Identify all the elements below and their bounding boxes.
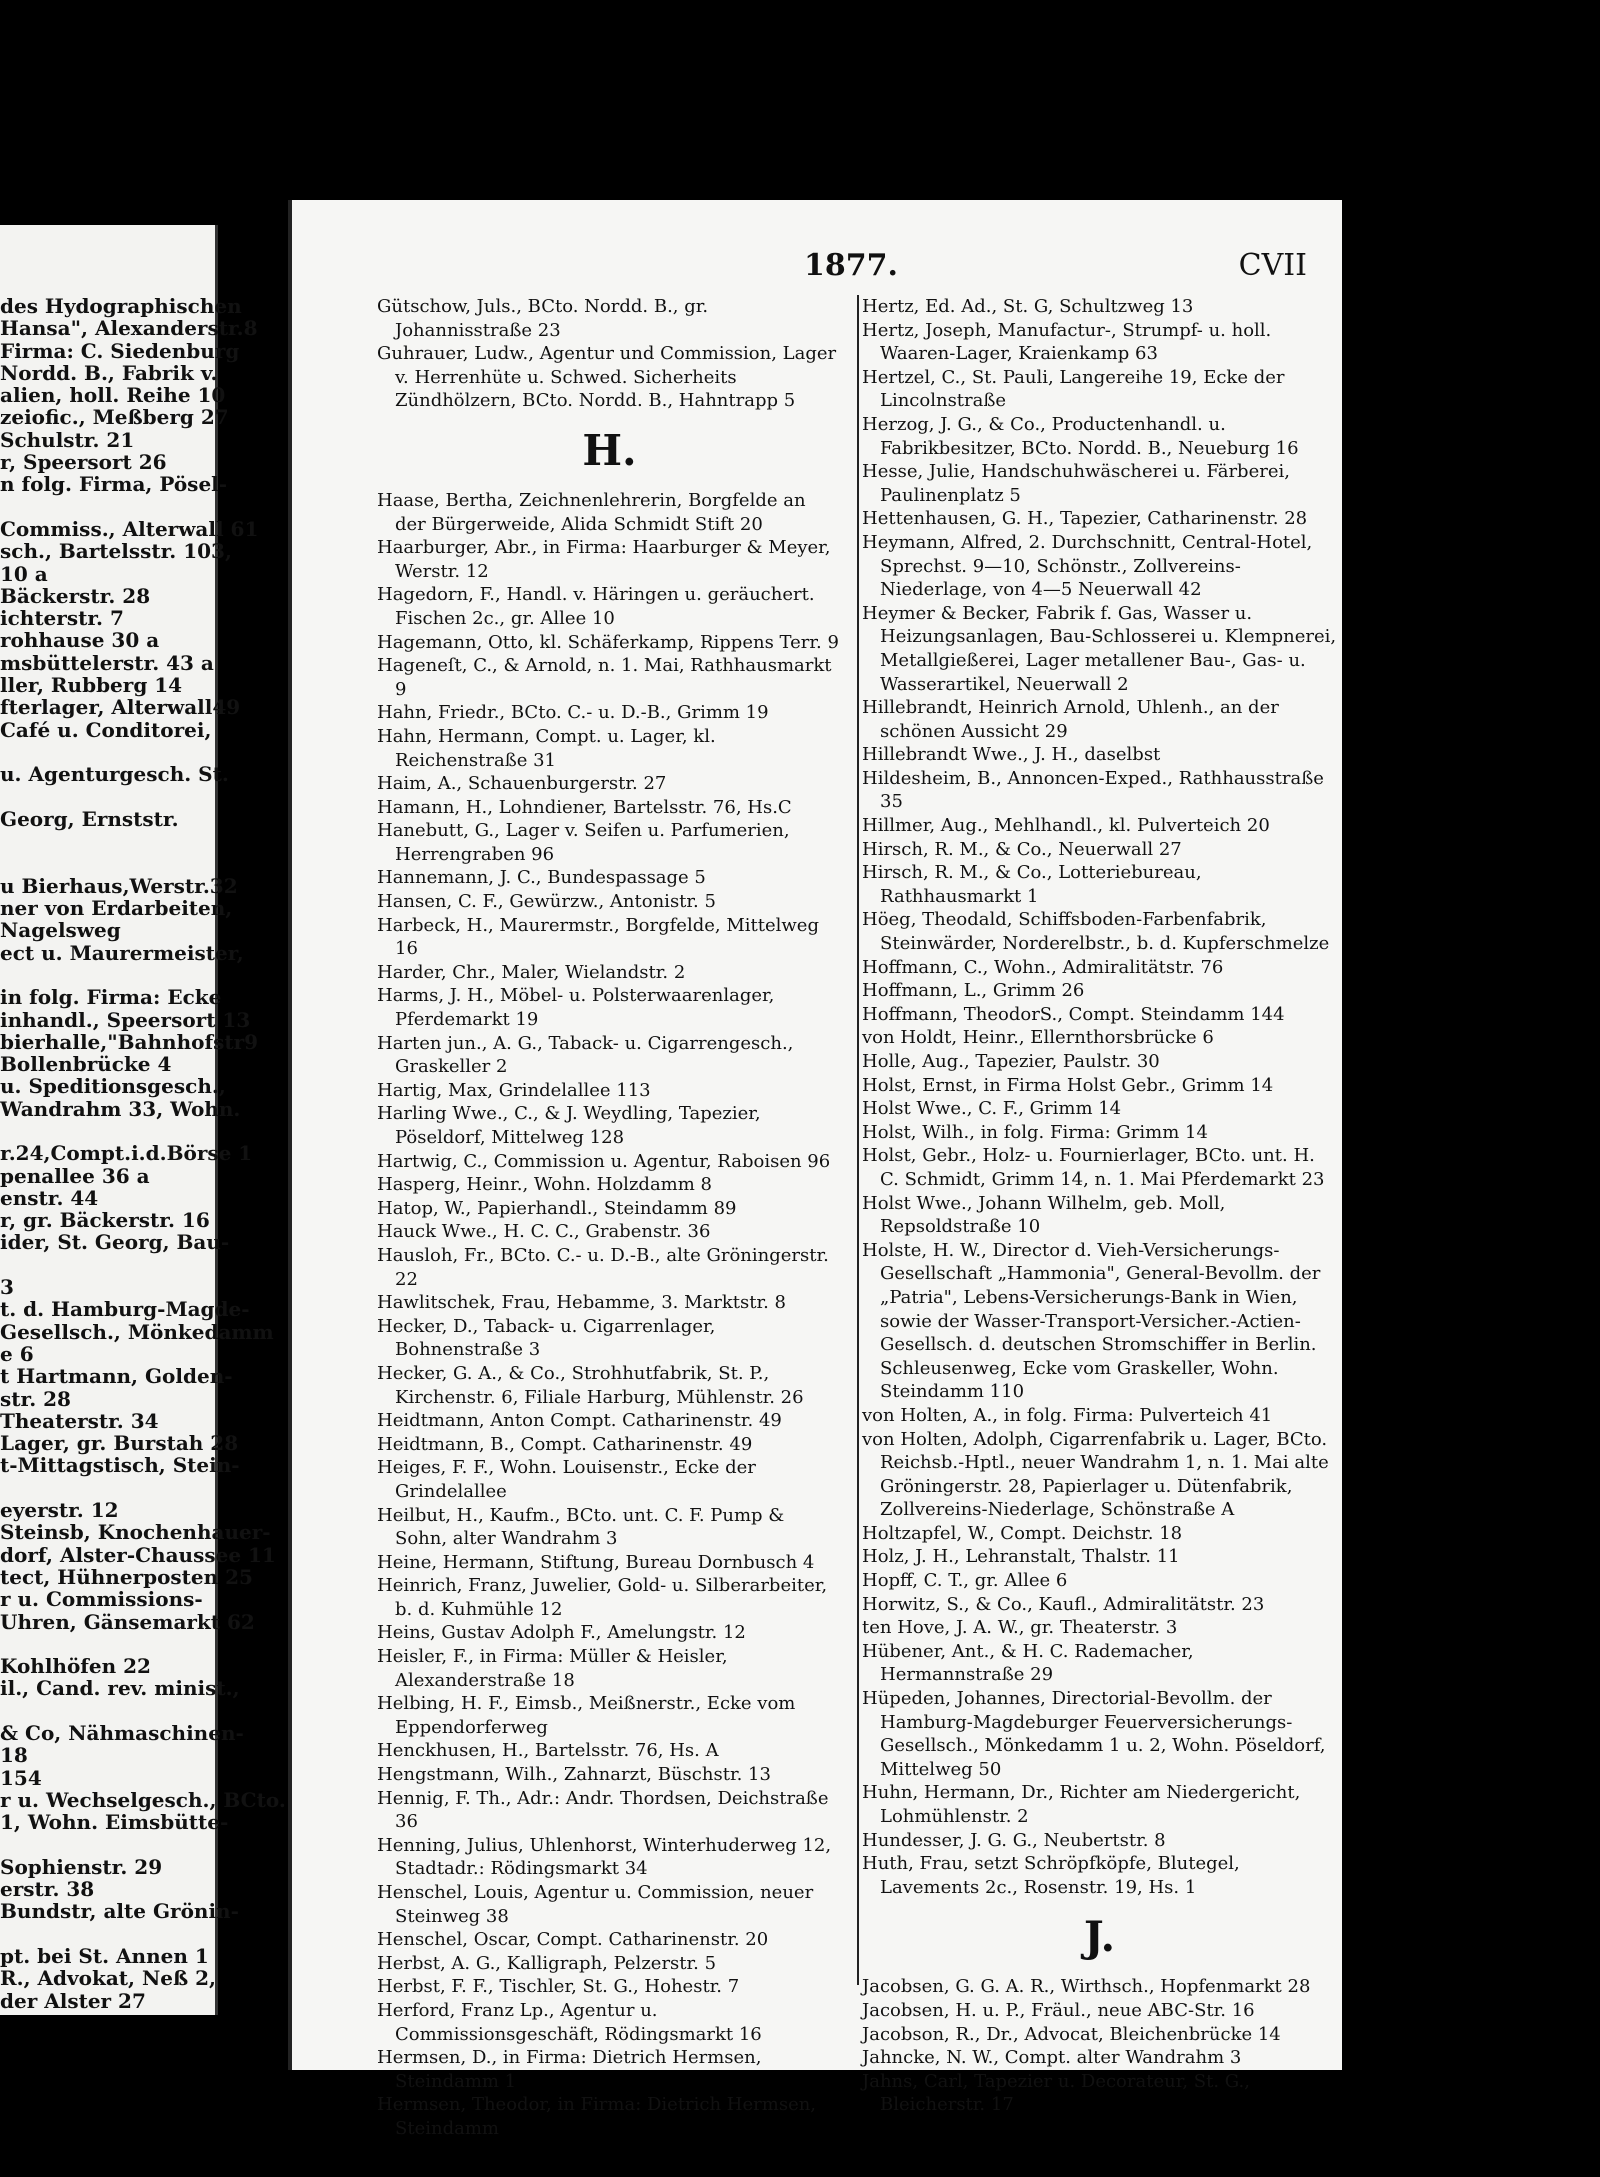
directory-entry: Guhrauer, Ludw., Agentur und Commission, Lager v. Herrenhüte u. Schwed. Sicherheits Zündhölzern, BCto. Nordd. B., Hahntrapp 5: [377, 343, 837, 412]
directory-entry: Hertzel, C., St. Pauli, Langereihe 19, Ecke der Lincolnstraße: [862, 366, 1285, 412]
directory-entry: Hagemann, Otto, kl. Schäferkamp, Rippens Terr. 9: [377, 631, 839, 653]
directory-entry: Holste, H. W., Director d. Vieh-Versicherungs-Gesellschaft „Hammonia", General-Bevollm. der „Patria", Lebens-Versicherungs-Bank in Wien, sowie der Wasser-Transport-Versicher.-Actien-Gesellsch. d. deutschen Stromschiffer in Berlin. Schleusenweg, Ecke vom Graskeller, Wohn. Steindamm 110: [862, 1239, 1321, 1403]
left-fragment-line: dorf, Alster-Chaussee 11: [0, 1542, 276, 1567]
directory-entry: Hengstmann, Wilh., Zahnarzt, Büschstr. 13: [377, 1764, 771, 1786]
directory-entry: Hoffmann, L., Grimm 26: [862, 980, 1085, 1002]
left-fragment-line: [0, 1833, 215, 1855]
directory-entry: Hüpeden, Johannes, Directorial-Bevollm. der Hamburg-Magdeburger Feuerversicherungs-Gesellsch., Mönkedamm 1 u. 2, Wohn. Pöseldorf, Mittelweg 50: [862, 1688, 1326, 1780]
left-fragment-line: des Hydographischen: [0, 294, 242, 318]
left-fragment-line: [0, 1700, 215, 1722]
left-fragment-line: Wandrahm 33, Wohn.: [0, 1096, 241, 1121]
left-fragment-line: [0, 786, 215, 808]
left-fragment-line: 10 a: [0, 561, 48, 586]
section-letter: H.: [582, 425, 637, 475]
page-number: CVII: [1238, 248, 1307, 283]
left-fragment-line: il., Cand. rev. minist.,: [0, 1676, 240, 1701]
directory-entry: Hecker, D., Taback- u. Cigarrenlager, Bohnenstraße 3: [377, 1315, 716, 1361]
left-fragment-line: msbüttelerstr. 43 a: [0, 650, 214, 675]
directory-entry: Hauck Wwe., H. C. C., Grabenstr. 36: [377, 1221, 711, 1243]
left-fragment-line: 3: [0, 1275, 14, 1300]
directory-entry: Herbst, A. G., Kalligraph, Pelzerstr. 5: [377, 1952, 717, 1974]
directory-entry: Hartig, Max, Grindelallee 113: [377, 1079, 651, 1101]
directory-entry: Haarburger, Abr., in Firma: Haarburger & Meyer, Werstr. 12: [377, 537, 831, 582]
left-fragment-line: erstr. 38: [0, 1877, 95, 1902]
left-fragment-line: r, gr. Bäckerstr. 16: [0, 1208, 210, 1233]
left-fragment-line: [0, 852, 215, 874]
directory-entry: Jahns, Carl, Tapezier u. Decorateur, St. G., Bleicherstr. 17: [862, 2070, 1250, 2116]
left-fragment-line: 18: [0, 1743, 28, 1768]
left-fragment-line: r.24,Compt.i.d.Börse 1: [0, 1141, 253, 1166]
directory-entry: Hausloh, Fr., BCto. C.- u. D.-B., alte Gröningerstr. 22: [377, 1244, 829, 1290]
directory-entry: Hannemann, J. C., Bundespassage 5: [377, 867, 706, 889]
left-fragment-line: penallee 36 a: [0, 1163, 150, 1188]
left-fragment-line: Bollenbrücke 4: [0, 1052, 172, 1077]
left-page-fragment: [0, 225, 286, 2015]
left-fragment-line: inhandl., Speersort 13: [0, 1007, 251, 1032]
left-fragment-line: [0, 1923, 215, 1945]
left-fragment-line: n folg. Firma, Pösel-: [0, 472, 228, 497]
directory-entry: Henning, Julius, Uhlenhorst, Winterhuderweg 12, Stadtadr.: Rödingsmarkt 34: [377, 1834, 832, 1880]
left-fragment-line: der Alster 27: [0, 1988, 146, 2013]
directory-entry: Heisler, F., in Firma: Müller & Heisler, Alexanderstraße 18: [377, 1646, 728, 1691]
directory-entry: Hoffmann, TheodorS., Compt. Steindamm 144: [862, 1003, 1285, 1025]
left-fragment-line: Theaterstr. 34: [0, 1408, 159, 1433]
directory-entry: Heilbut, H., Kaufm., BCto. unt. C. F. Pump & Sohn, alter Wandrahm 3: [377, 1504, 785, 1550]
left-fragment-line: Gesellsch., Mönkedamm: [0, 1319, 274, 1344]
left-fragment-line: Nordd. B., Fabrik v.: [0, 360, 218, 385]
directory-entry: Holst, Ernst, in Firma Holst Gebr., Grimm 14: [862, 1074, 1274, 1096]
directory-entry: Holtzapfel, W., Compt. Deichstr. 18: [862, 1522, 1183, 1544]
left-fragment-line: u. Agenturgesch. St.: [0, 762, 229, 787]
left-fragment-line: Firma: C. Siedenburg: [0, 338, 240, 363]
directory-entry: Harten jun., A. G., Taback- u. Cigarrengesch., Graskeller 2: [377, 1032, 794, 1078]
directory-entry: Heiges, F. F., Wohn. Louisenstr., Ecke der Grindelallee: [377, 1457, 756, 1502]
directory-entry: Jahncke, N. W., Compt. alter Wandrahm 3: [862, 2047, 1242, 2069]
left-fragment-line: Nagelsweg: [0, 918, 121, 943]
directory-entry: Hillebrandt Wwe., J. H., daselbst: [862, 744, 1161, 766]
left-fragment-line: t-Mittagstisch, Stein-: [0, 1453, 240, 1478]
directory-entry: Harms, J. H., Möbel- u. Polsterwaarenlager, Pferdemarkt 19: [377, 985, 775, 1031]
left-fragment-line: [0, 496, 215, 518]
left-fragment-line: Sophienstr. 29: [0, 1854, 163, 1879]
directory-page: [288, 200, 1342, 2139]
directory-entry: Hermsen, D., in Firma: Dietrich Hermsen, Steindamm 1: [377, 2047, 762, 2092]
directory-entry: Holst, Gebr., Holz- u. Fournierlager, BCto. unt. H. C. Schmidt, Grimm 14, n. 1. Mai Pferdemarkt 23: [862, 1145, 1325, 1190]
left-fragment-line: ider, St. Georg, Bau-: [0, 1230, 230, 1255]
left-fragment-line: r, Speersort 26: [0, 450, 167, 475]
directory-entry: Hageneſt, C., & Arnold, n. 1. Mai, Rathhausmarkt 9: [377, 655, 832, 700]
left-fragment-line: Café u. Conditorei,: [0, 717, 212, 742]
directory-entry: Jacobsen, H. u. P., Fräul., neue ABC-Str. 16: [862, 1999, 1255, 2021]
left-fragment-line: r u. Wechselgesch., BCto.: [0, 1787, 286, 1812]
directory-entry: Gütschow, Juls., BCto. Nordd. B., gr. Johannisstraße 23: [377, 296, 709, 341]
directory-entry: Henschel, Louis, Agentur u. Commission, neuer Steinweg 38: [377, 1882, 814, 1927]
directory-entry: Hillmer, Aug., Mehlhandl., kl. Pulverteich 20: [862, 815, 1270, 837]
left-page-text: [0, 294, 286, 2013]
directory-entry: Horwitz, S., & Co., Kaufl., Admiralitätstr. 23: [862, 1593, 1265, 1615]
directory-entry: von Holten, A., in folg. Firma: Pulverteich 41: [862, 1404, 1273, 1426]
directory-entry: Hillebrandt, Heinrich Arnold, Uhlenh., an der schönen Aussicht 29: [862, 697, 1279, 742]
directory-entry: Hübener, Ant., & H. C. Rademacher, Hermannstraße 29: [862, 1640, 1194, 1686]
left-fragment-line: Bundstr, alte Grönin-: [0, 1899, 239, 1924]
directory-entry: ten Hove, J. A. W., gr. Theaterstr. 3: [862, 1617, 1178, 1639]
directory-entry: Hatop, W., Papierhandl., Steindamm 89: [377, 1197, 737, 1219]
directory-entry: von Holten, Adolph, Cigarrenfabrik u. Lager, BCto. Reichsb.-Hptl., neuer Wandrahm 1, n. 1. Mai alte Gröningerstr. 28, Papierlager u. Dütenfabrik, Zollvereins-Niederlage, Schönstraße A: [862, 1428, 1329, 1521]
left-fragment-line: [0, 741, 215, 763]
left-fragment-line: t. d. Hamburg-Magde-: [0, 1297, 250, 1322]
directory-entry: Herford, Franz Lp., Agentur u. Commissionsgeschäft, Rödingsmarkt 16: [377, 1999, 762, 2045]
directory-entry: Hasperg, Heinr., Wohn. Holzdamm 8: [377, 1174, 712, 1196]
directory-entry: Harbeck, H., Maurermstr., Borgfelde, Mittelweg 16: [377, 914, 819, 960]
left-fragment-line: Commiss., Alterwall 61: [0, 516, 259, 541]
left-fragment-line: rohhause 30 a: [0, 628, 160, 653]
left-fragment-line: [0, 1477, 215, 1499]
left-fragment-line: [0, 964, 215, 986]
directory-entry: von Holdt, Heinr., Ellernthorsbrücke 6: [862, 1027, 1214, 1049]
directory-entry: Holst Wwe., C. F., Grimm 14: [862, 1098, 1122, 1120]
directory-entry: Holle, Aug., Tapezier, Paulstr. 30: [862, 1051, 1160, 1072]
directory-entry: Höeg, Theodald, Schiffsboden-Farbenfabrik, Steinwärder, Norderelbstr., b. d. Kupferschmelze: [862, 909, 1330, 955]
directory-entry: Hopff, C. T., gr. Allee 6: [862, 1570, 1068, 1592]
column-separator: [857, 295, 859, 1985]
left-fragment-line: 154: [0, 1765, 42, 1790]
left-fragment-line: sch., Bartelsstr. 103,: [0, 539, 232, 564]
directory-entry: Hansen, C. F., Gewürzw., Antonistr. 5: [377, 891, 716, 913]
left-fragment-line: [0, 830, 215, 852]
directory-entry: Henckhusen, H., Bartelsstr. 76, Hs. A: [377, 1740, 719, 1762]
left-fragment-line: Georg, Ernststr.: [0, 806, 179, 831]
directory-entry: Hawlitschek, Frau, Hebamme, 3. Marktstr. 8: [377, 1292, 786, 1314]
directory-entry: Hahn, Hermann, Compt. u. Lager, kl. Reichenstraße 31: [377, 725, 716, 771]
directory-entry: Herbst, F. F., Tischler, St. G., Hohestr. 7: [377, 1976, 740, 1998]
directory-entry: Holz, J. H., Lehranstalt, Thalstr. 11: [862, 1546, 1180, 1568]
left-fragment-line: str. 28: [0, 1386, 71, 1411]
directory-entry: Hahn, Friedr., BCto. C.- u. D.-B., Grimm 19: [377, 702, 769, 724]
left-fragment-line: t Hartmann, Golden-: [0, 1364, 233, 1389]
directory-entry: Hamann, H., Lohndiener, Bartelsstr. 76, Hs.C: [377, 796, 792, 818]
left-fragment-line: ect u. Maurermeister,: [0, 940, 244, 965]
left-fragment-line: Kohlhöfen 22: [0, 1654, 151, 1679]
left-fragment-line: Schulstr. 21: [0, 427, 135, 452]
left-fragment-line: Steinsb, Knochenhauer-: [0, 1520, 271, 1545]
directory-entry: Huth, Frau, setzt Schröpfköpfe, Blutegel, Lavements 2c., Rosenstr. 19, Hs. 1: [862, 1853, 1240, 1898]
page-year: 1877.: [804, 248, 898, 283]
left-fragment-line: R., Advokat, Neß 2,: [0, 1966, 216, 1991]
directory-entry: Harling Wwe., C., & J. Weydling, Tapezier, Pöseldorf, Mittelweg 128: [377, 1103, 761, 1148]
directory-entry: Hartwig, C., Commission u. Agentur, Raboisen 96: [377, 1150, 831, 1172]
left-fragment-line: in folg. Firma: Ecke: [0, 985, 222, 1010]
directory-entry: Henschel, Oscar, Compt. Catharinenstr. 20: [377, 1929, 769, 1951]
left-fragment-line: [0, 1254, 215, 1276]
directory-entry: Heymann, Alfred, 2. Durchschnitt, Central-Hotel, Sprechst. 9—10, Schönstr., Zollvereins-Niederlage, von 4—5 Neuerwall 42: [862, 531, 1313, 601]
directory-entry: Harder, Chr., Maler, Wielandstr. 2: [377, 961, 686, 983]
left-fragment-line: ner von Erdarbeiten,: [0, 896, 233, 921]
directory-entry: Heine, Hermann, Stiftung, Bureau Dornbusch 4: [377, 1551, 815, 1573]
left-fragment-line: eyerstr. 12: [0, 1498, 119, 1523]
page-header: [292, 248, 1342, 288]
left-fragment-line: e 6: [0, 1341, 34, 1366]
left-fragment-line: ichterstr. 7: [0, 606, 124, 631]
left-fragment-line: u Bierhaus,Werstr.32: [0, 873, 238, 898]
directory-entry: Hagedorn, F., Handl. v. Häringen u. geräuchert. Fischen 2c., gr. Allee 10: [377, 584, 815, 629]
directory-entry: Hertz, Joseph, Manufactur-, Strumpf- u. holl. Waaren-Lager, Kraienkamp 63: [862, 319, 1272, 365]
column-right: [862, 295, 1337, 2117]
left-fragment-line: r u. Commissions-: [0, 1587, 203, 1612]
left-fragment-line: ller, Rubberg 14: [0, 673, 183, 698]
directory-entry: Hecker, G. A., & Co., Strohhutfabrik, St. P., Kirchenstr. 6, Filiale Harburg, Mühlenstr. 26: [377, 1362, 804, 1408]
left-fragment-line: Lager, gr. Burstah 28: [0, 1431, 239, 1456]
directory-entry: Hundesser, J. G. G., Neubertstr. 8: [862, 1829, 1166, 1851]
directory-entry: Hermsen, Theodor, in Firma: Dietrich Hermsen, Steindamm: [377, 2094, 817, 2139]
left-fragment-line: 1, Wohn. Eimsbütte-: [0, 1810, 229, 1835]
left-fragment-line: pt. bei St. Annen 1: [0, 1943, 209, 1968]
directory-entry: Heidtmann, B., Compt. Catharinenstr. 49: [377, 1433, 753, 1455]
directory-entry: Jacobsen, G. G. A. R., Wirthsch., Hopfenmarkt 28: [862, 1976, 1311, 1998]
left-fragment-line: alien, holl. Reihe 10: [0, 383, 226, 408]
directory-entry: Hertz, Ed. Ad., St. G, Schultzweg 13: [862, 296, 1194, 317]
left-fragment-line: fterlager, Alterwall49: [0, 695, 241, 720]
column-left: [377, 295, 842, 2141]
directory-entry: Haim, A., Schauenburgerstr. 27: [377, 773, 667, 795]
section-letter: J.: [1083, 1912, 1116, 1962]
left-fragment-line: Uhren, Gänsemarkt 62: [0, 1609, 255, 1634]
directory-entry: Heins, Gustav Adolph F., Amelungstr. 12: [377, 1622, 746, 1644]
directory-entry: Haase, Bertha, Zeichnenlehrerin, Borgfelde an der Bürgerweide, Alida Schmidt Stift 20: [377, 489, 806, 535]
directory-entry: Hirsch, R. M., & Co., Lotteriebureau, Rathhausmarkt 1: [862, 862, 1202, 907]
left-fragment-line: u. Speditionsgesch.,: [0, 1074, 226, 1099]
left-fragment-line: Bäckerstr. 28: [0, 583, 151, 608]
directory-entry: Heymer & Becker, Fabrik f. Gas, Wasser u. Heizungsanlagen, Bau-Schlosserei u. Klempnerei, Metallgießerei, Lager metallener Bau-, Gas- u. Wasserartikel, Neuerwall 2: [862, 602, 1337, 695]
directory-entry: Hildesheim, B., Annoncen-Exped., Rathhausstraße 35: [862, 767, 1324, 813]
directory-entry: Jacobson, R., Dr., Advocat, Bleichenbrücke 14: [862, 2023, 1281, 2045]
left-fragment-line: Hansa", Alexanderstr.8: [0, 316, 258, 341]
directory-entry: Holst Wwe., Johann Wilhelm, geb. Moll, Repsoldstraße 10: [862, 1192, 1226, 1238]
left-fragment-line: bierhalle,"Bahnhofstr9: [0, 1029, 259, 1054]
directory-entry: Hirsch, R. M., & Co., Neuerwall 27: [862, 838, 1182, 860]
directory-entry: Helbing, H. F., Eimsb., Meißnerstr., Ecke vom Eppendorferweg: [377, 1693, 796, 1738]
directory-entry: Heinrich, Franz, Juwelier, Gold- u. Silberarbeiter, b. d. Kuhmühle 12: [377, 1575, 828, 1620]
left-fragment-line: zeiofic., Meßberg 27: [0, 405, 229, 430]
directory-entry: Hanebutt, G., Lager v. Seifen u. Parfumerien, Herrengraben 96: [377, 820, 790, 865]
directory-entry: Hoffmann, C., Wohn., Admiralitätstr. 76: [862, 956, 1224, 978]
directory-entry: Hettenhausen, G. H., Tapezier, Catharinenstr. 28: [862, 508, 1308, 530]
left-fragment-line: [0, 1633, 215, 1655]
directory-entry: Hennig, F. Th., Adr.: Andr. Thordsen, Deichstraße 36: [377, 1787, 829, 1833]
left-fragment-line: tect, Hühnerposten 25: [0, 1564, 253, 1589]
left-fragment-line: enstr. 44: [0, 1185, 99, 1210]
directory-entry: Herzog, J. G., & Co., Productenhandl. u. Fabrikbesitzer, BCto. Nordd. B., Neueburg 16: [862, 413, 1299, 459]
directory-entry: Heidtmann, Anton Compt. Catharinenstr. 49: [377, 1410, 782, 1432]
left-fragment-line: & Co, Nähmaschinen-: [0, 1721, 244, 1745]
directory-entry: Hesse, Julie, Handschuhwäscherei u. Färberei, Paulinenplatz 5: [862, 461, 1290, 506]
directory-entry: Holst, Wilh., in folg. Firma: Grimm 14: [862, 1121, 1208, 1143]
left-fragment-line: [0, 1120, 215, 1142]
directory-entry: Huhn, Hermann, Dr., Richter am Niedergericht, Lohmühlenstr. 2: [862, 1782, 1301, 1827]
